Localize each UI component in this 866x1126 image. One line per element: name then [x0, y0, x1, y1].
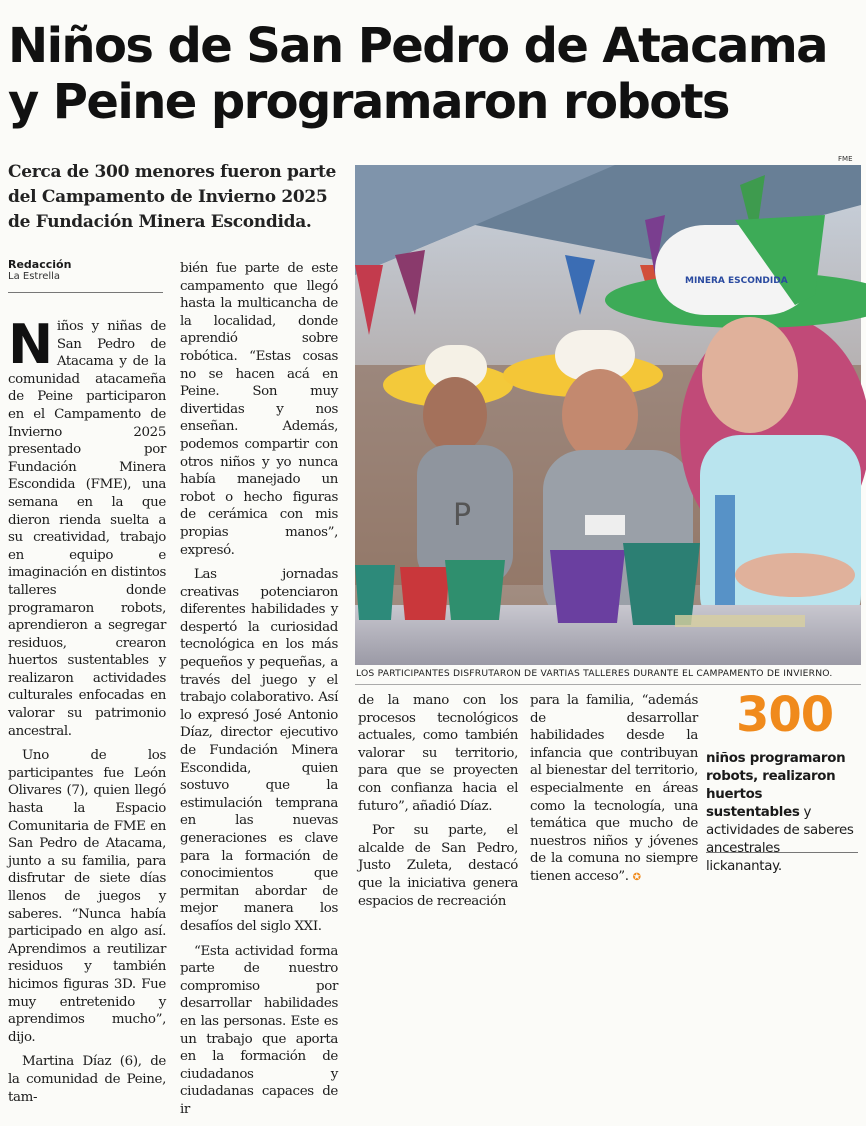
- stat-number: 300: [736, 687, 834, 743]
- headline: [8, 18, 860, 130]
- svg-text:P: P: [453, 498, 472, 533]
- article-paragraph: Por su parte, el alcalde de San Pedro, Justo Zuleta, destacó que la iniciativa genera espacios de recreación: [358, 823, 518, 909]
- paragraph-text: iños y niñas de San Pedro de Atacama y de la comunidad atacameña de Peine participaron en el Campamento de Invierno 2025 presentado por Fundación Minera Escondida (FME), una semana en la que dieron rienda suelta a su creatividad, trabajo en equipo e imaginación en distintos talleres donde programaron robots, aprendieron a segregar residuos, crearon huertos sustentables y realizaron actividades culturales enfocadas en valorar su patrimonio ancestral.: [8, 319, 166, 739]
- cap-logo-text: MINERA ESCONDIDA: [685, 276, 788, 286]
- byline-author: Redacción: [8, 258, 72, 271]
- article-paragraph: de la mano con los procesos tecnológicos actuales, como también valorar su territorio, para que se proyecten con confianza hacia el futuro”, añadió Díaz.: [358, 693, 518, 814]
- article-paragraph: Martina Díaz (6), de la comunidad de Peine, tam-: [8, 1054, 166, 1105]
- article-photo: [355, 165, 861, 665]
- article-paragraph: [8, 313, 166, 740]
- end-mark-icon: ✪: [632, 871, 641, 883]
- drop-cap: N: [8, 313, 53, 376]
- article-paragraph: “Esta actividad forma parte de nuestro compromiso por desarrollar habilidades en las personas. Este es un trabajo que aporta en la formación de ciudadanos y ciudadanas capaces de ir: [180, 943, 338, 1117]
- headline-line-2: y Peine programaron robots: [8, 74, 729, 130]
- paragraph-text: para la familia, “además de desarrollar habilidades desde la infancia que contribuyan al bienestar del territorio, especialmente en áreas como la tecnología, una temática que mucho de nuestros niños y jóvenes de la comuna no siempre tienen acceso”.: [530, 693, 698, 884]
- photo-caption: LOS PARTICIPANTES DISFRUTARON DE VARTIAS TALLERES DURANTE EL CAMPAMENTO DE INVIERNO.: [356, 668, 833, 679]
- stat-description: [706, 750, 858, 876]
- photo-credit: FME: [838, 155, 853, 163]
- article-column-2: [180, 260, 338, 1126]
- article-paragraph: Uno de los participantes fue León Olivares (7), quien llegó hasta la Espacio Comunitaria de FME en San Pedro de Atacama, junto a su familia, para disfrutar de siete días llenos de juegos y saberes. “Nunca había participado en algo así. Aprendimos a reutilizar residuos y también hicimos figuras 3D. Fue muy entretenido y aprendimos mucho”, dijo.: [8, 748, 166, 1045]
- headline-line-1: Niños de San Pedro de Atacama: [8, 18, 827, 74]
- stat-bold-text: niños programaron robots, realizaron huertos sustentables: [706, 751, 846, 820]
- lead-paragraph: Cerca de 300 menores fueron parte del Campamento de Invierno 2025 de Fundación Minera Escondida.: [8, 162, 337, 232]
- article-paragraph: bién fue parte de este campamento que llegó hasta la multicancha de la localidad, donde aprendió sobre robótica. “Estas cosas no se hacen acá en Peine. Son muy divertidas y nos enseñan. Además, podemos compartir con otros niños y yo nunca había manejado un robot o hecho figuras de cerámica con mis propias manos”, expresó.: [180, 261, 338, 558]
- article-column-3: [358, 692, 518, 917]
- article-paragraph: Las jornadas creativas potenciaron diferentes habilidades y despertó la curiosidad tecnológica en los más pequeños y pequeñas, a través del juego y el trabajo colaborativo. Así lo expresó José Antonio Díaz, director ejecutivo de Fundación Minera Escondida, quien sostuvo que la estimulación temprana en las nuevas generaciones es clave para la formación de conocimientos que permitan abordar de mejor manera los desafíos del siglo XXI.: [180, 567, 338, 934]
- caption-divider: [355, 684, 861, 685]
- article-column-4: [530, 692, 698, 894]
- article-paragraph: [530, 692, 698, 887]
- article-column-1: [8, 313, 166, 1113]
- stat-rest-text: y actividades de saberes ancestrales lickanantay.: [706, 805, 854, 874]
- byline-org: La Estrella: [8, 271, 61, 282]
- stat-divider: [706, 852, 858, 853]
- byline-divider: [8, 292, 163, 293]
- byline: [8, 258, 163, 282]
